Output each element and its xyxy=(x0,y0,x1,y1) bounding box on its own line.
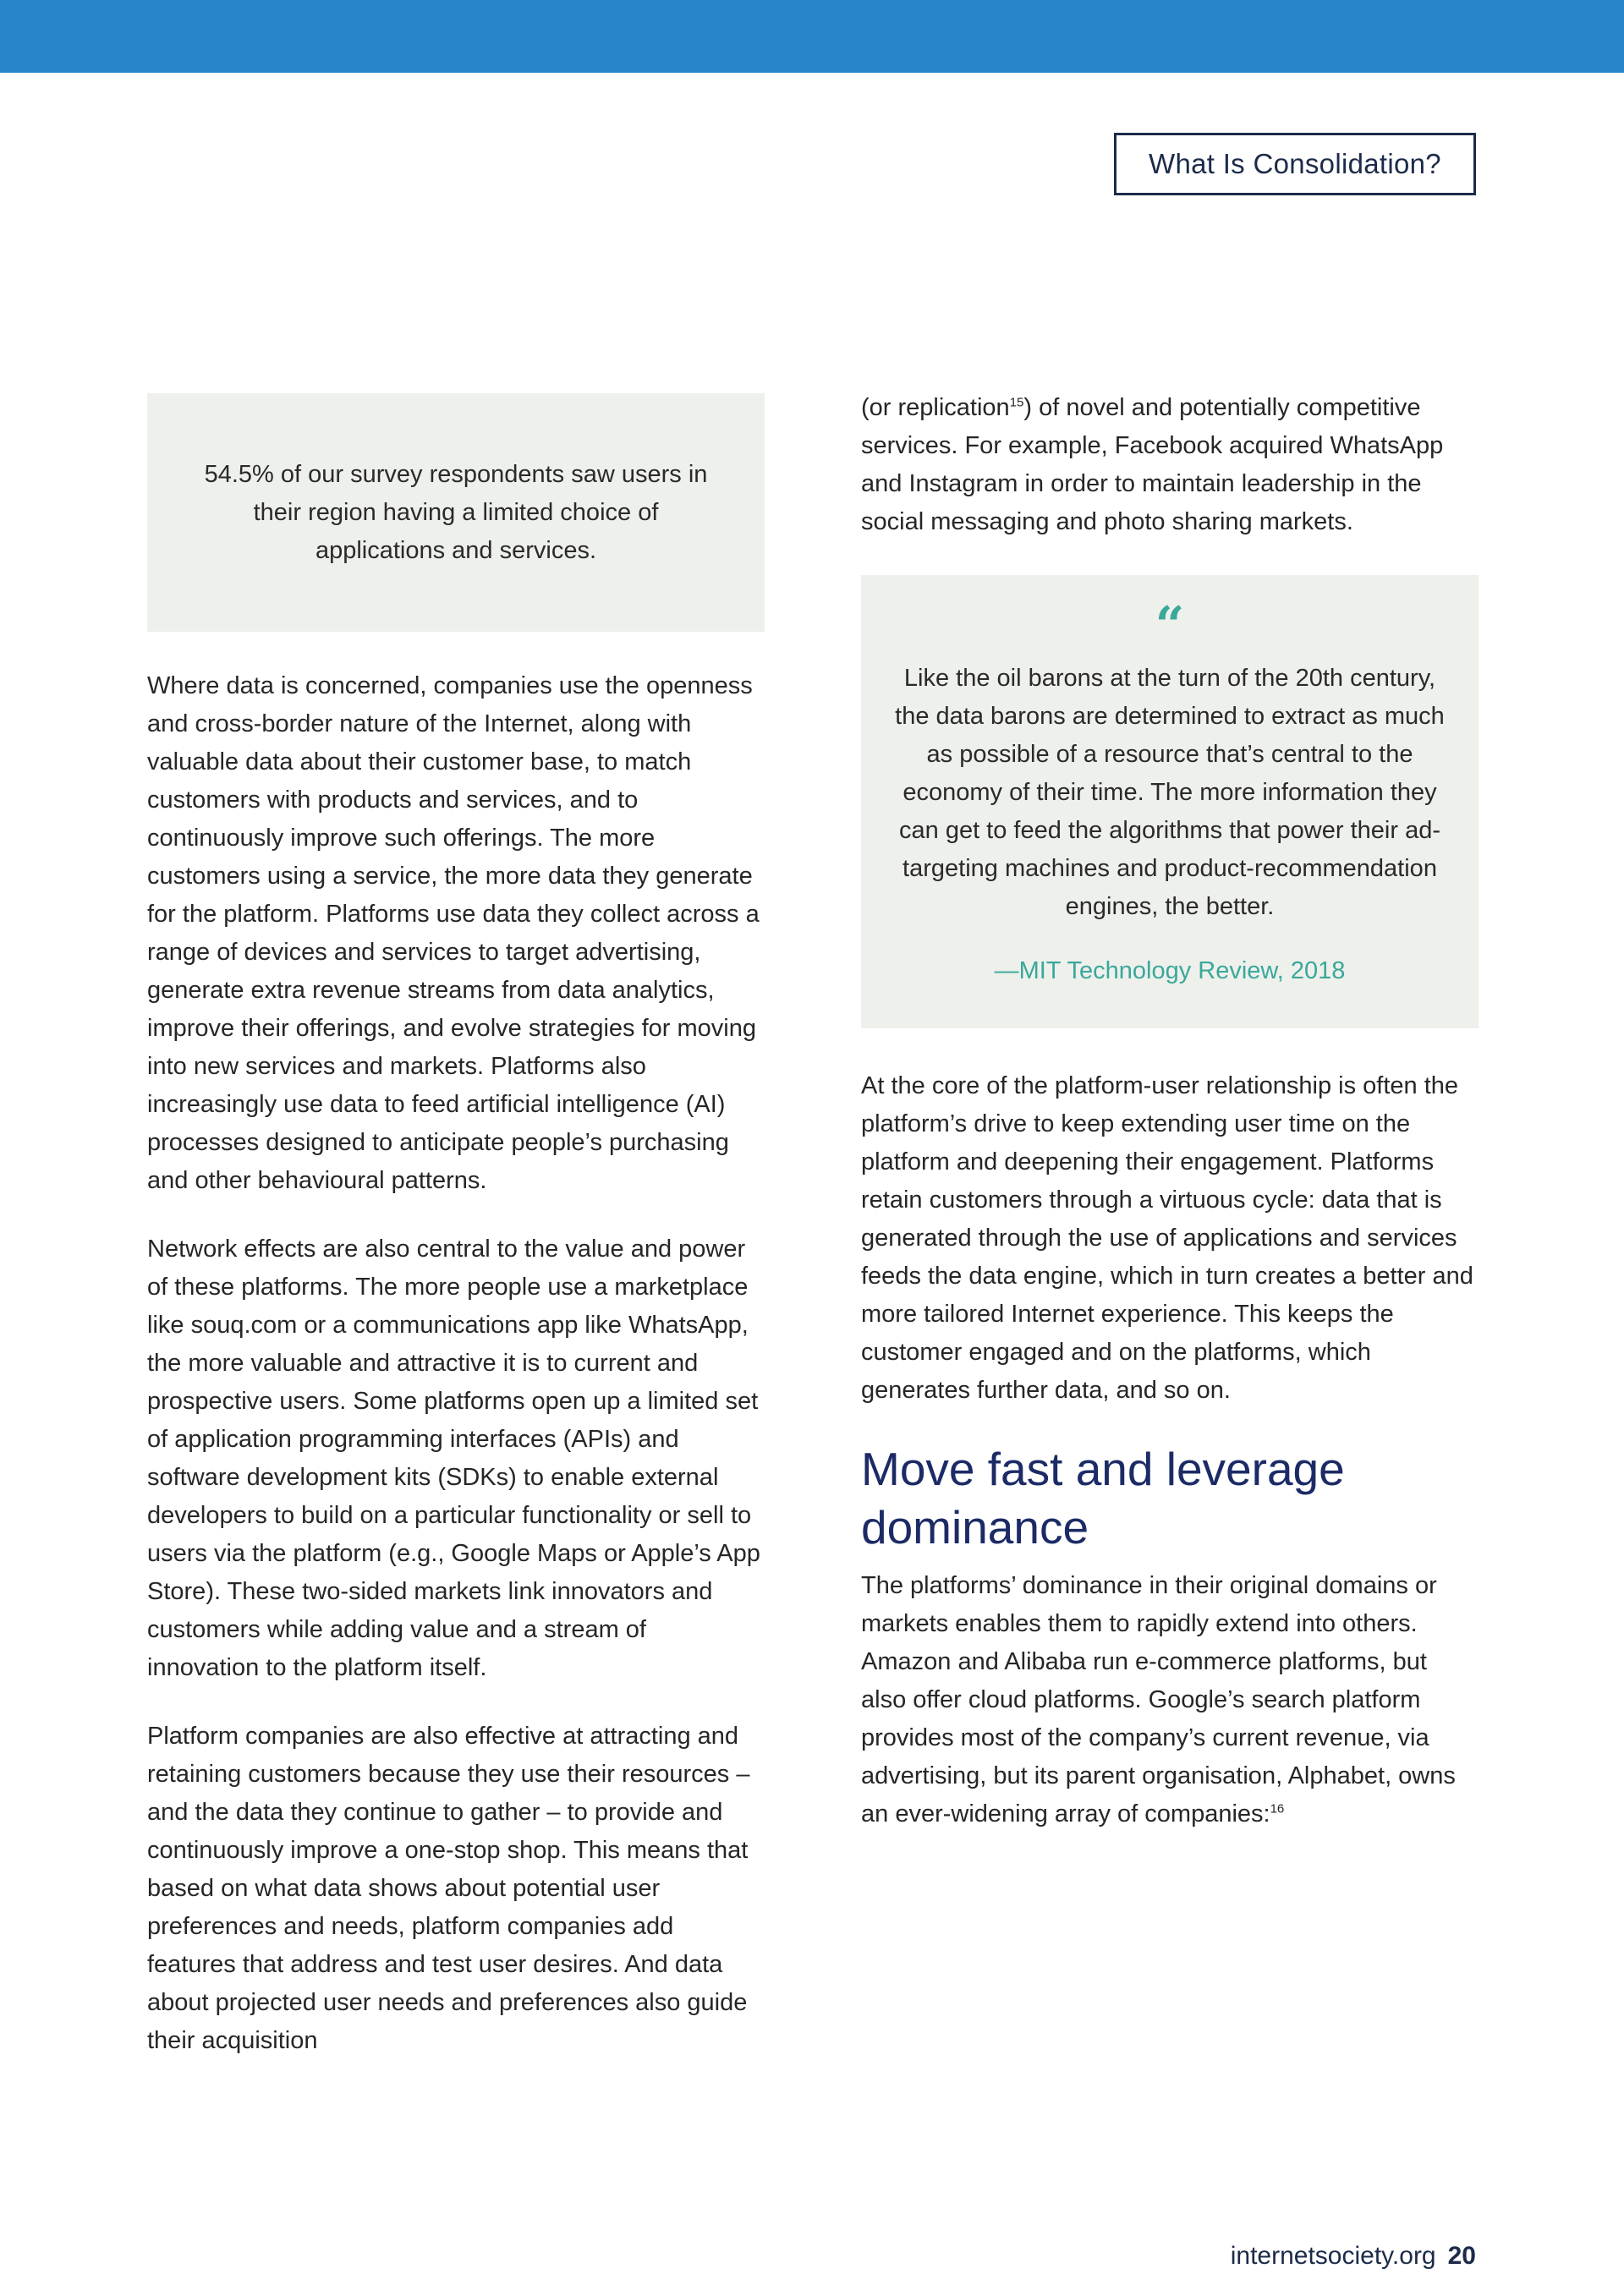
footnote-ref-15: 15 xyxy=(1009,395,1024,410)
replication-text-end: ) of novel and potentially competitive services. For example, Facebook acquired WhatsApp and Instagram in order to maintain leadership in the social messaging and photo sharing markets. xyxy=(861,394,1444,535)
section-label: What Is Consolidation? xyxy=(1114,133,1476,195)
paragraph-platform-user: At the core of the platform-user relationship is often the platform’s drive to keep extending user time on the platform and deepening their engagement. Platforms retain customers through a virtuous cycle: data that is generated through the use of applications and services feeds the data engine, which in turn creates a better and more tailored Internet experience. This keeps the customer engaged and on the platforms, which generates further data, and so on. xyxy=(861,1072,1473,1404)
paragraph-network-effects: Network effects are also central to the value and power of these platforms. The more people use a marketplace like souq.com or a communications app like WhatsApp, the more valuable and attractive it is to current and prospective users. Some platforms open up a limited set of application programming interfaces (APIs) and software development kits (SDKs) to enable external developers to build on a particular functionality or sell to users via the platform (e.g., Google Maps or Apple’s App Store). These two-sided markets link innovators and customers while adding value and a stream of innovation to the platform itself. xyxy=(147,1236,760,1681)
dominance-text: The platforms’ dominance in their original domains or markets enables them to rapidly extend into others. Amazon and Alibaba run e-commerce platforms, but also offer cloud platforms. Google’s search platform provides most of the company’s current revenue, via advertising, but its parent organisation, Alphabet, owns an ever-widening array of companies: xyxy=(861,1572,1456,1827)
replication-text-start: (or replication xyxy=(861,394,1010,421)
left-column xyxy=(147,393,765,2091)
section-heading: Move fast and leverage dominance xyxy=(861,1443,1345,1553)
quote-mark-icon: “ xyxy=(1155,596,1185,655)
paragraph-replication xyxy=(861,389,1479,541)
footnote-ref-16: 16 xyxy=(1270,1801,1285,1817)
paragraph-dominance xyxy=(861,1567,1479,1833)
stat-callout-text: 54.5% of our survey respondents saw users in their region having a limited choice of applications and services. xyxy=(204,460,708,564)
footer-site: internetsociety.org xyxy=(1230,2242,1436,2270)
page-number: 20 xyxy=(1447,2242,1476,2270)
quote-text: Like the oil barons at the turn of the 20th century, the data barons are determined to extract as much as possible of a resource that’s central to the economy of their time. The more information they can get to feed the algorithms that power their ad-targeting machines and product-recommendation engines, the better. xyxy=(895,665,1445,920)
right-column xyxy=(861,393,1479,1864)
stat-callout-box xyxy=(147,393,765,632)
paragraph-platform-companies: Platform companies are also effective at attracting and retaining customers because they use their resources – and the data they continue to gather – to provide and continuously improve a one-stop shop. This means that based on what data shows about potential user preferences and needs, platform companies add features that address and test user desires. And data about projected user needs and preferences also guide their acquisition xyxy=(147,1723,750,2054)
top-color-bar xyxy=(0,0,1624,73)
page-footer xyxy=(1231,2242,1476,2271)
quote-source: —MIT Technology Review, 2018 xyxy=(994,957,1346,984)
pull-quote-box xyxy=(861,575,1479,1028)
paragraph-data: Where data is concerned, companies use the openness and cross-border nature of the Internet, along with valuable data about their customer base, to match customers with products and services, and to continuously improve such offerings. The more customers using a service, the more data they generate for the platform. Platforms use data they collect across a range of devices and services to target advertising, generate extra revenue streams from data analytics, improve their offerings, and evolve strategies for moving into new services and markets. Platforms also increasingly use data to feed artificial intelligence (AI) processes designed to anticipate people’s purchasing and other behavioural patterns. xyxy=(147,672,760,1194)
